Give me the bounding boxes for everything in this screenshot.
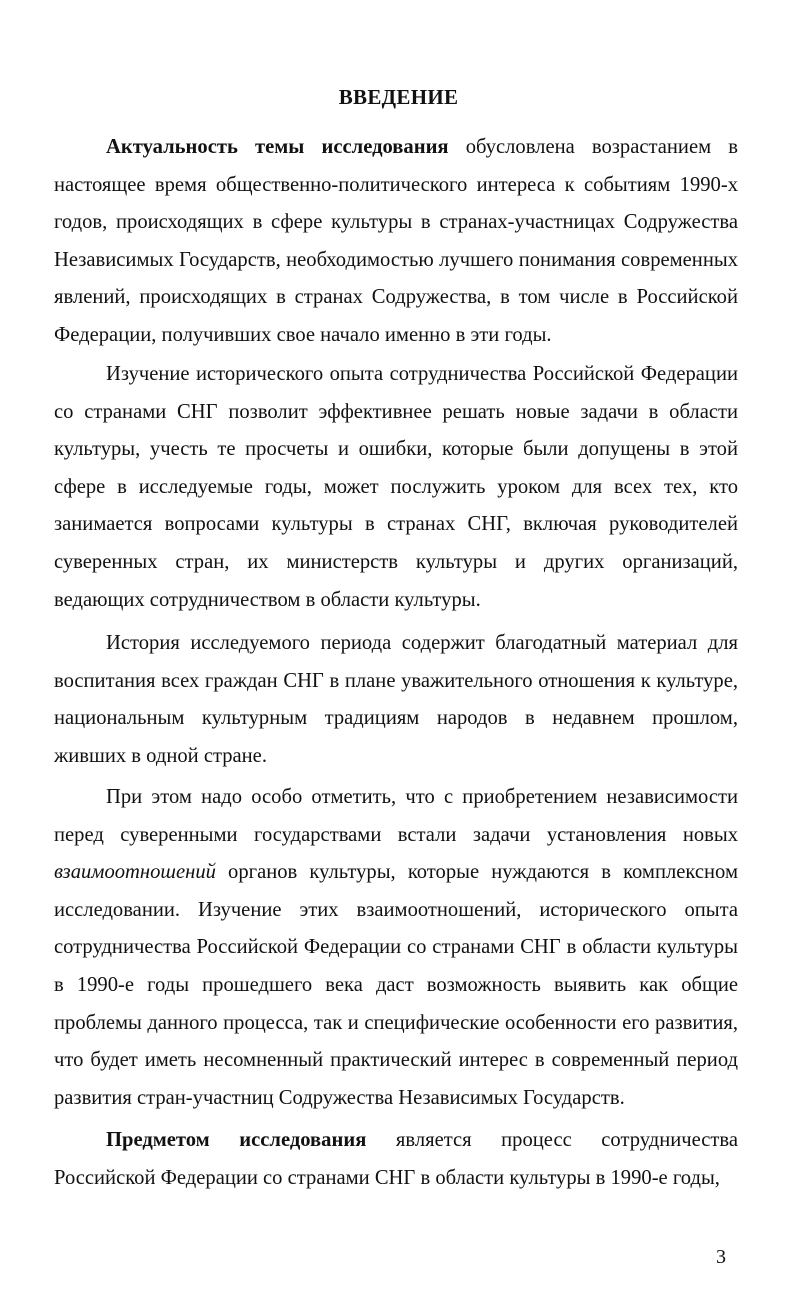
independence-italic-term: взаимоотношений bbox=[54, 861, 216, 884]
relevance-text: обусловлена возрастанием в настоящее время общественно-политического интереса к событиям 1990-х годов, происходящих в сфере культуры в странах-участницах Содружества Независимых Государств, необходимостью лучшего понимания современных явлений, происходящих в странах Содружества, в том числе в Российской Федерации, получивших свое начало именно в эти годы. bbox=[54, 136, 738, 346]
page-title: ВВЕДЕНИЕ bbox=[338, 85, 459, 109]
independence-text-before: При этом надо особо отметить, что с приобретением независимости перед суверенными государствами встали задачи установления новых bbox=[54, 786, 738, 846]
subject-lead: Предметом исследования bbox=[106, 1129, 367, 1151]
paragraph-relevance bbox=[54, 129, 738, 355]
paragraph-history-period bbox=[54, 625, 738, 775]
paragraph-independence bbox=[54, 779, 738, 1117]
page-number: 3 bbox=[716, 1246, 726, 1268]
independence-text-after: органов культуры, которые нуждаются в комплексном исследовании. Изучение этих взаимоотношений, исторического опыта сотрудничества Российской Федерации со странами СНГ в области культуры в 1990-е годы прошедшего века даст возможность выявить как общие проблемы данного процесса, так и специфические особенности его развития, что будет иметь несомненный практический интерес в современный период развития стран-участниц Содружества Независимых Государств. bbox=[54, 861, 738, 1109]
historical-experience-text: Изучение исторического опыта сотрудничества Российской Федерации со странами СНГ позволит эффективнее решать новые задачи в области культуры, учесть те просчеты и ошибки, которые были допущены в этой сфере в исследуемые годы, может послужить уроком для всех тех, кто занимается вопросами культуры в странах СНГ, включая руководителей суверенных стран, их министерств культуры и других организаций, ведающих сотрудничеством в области культуры. bbox=[54, 363, 738, 611]
history-period-text: История исследуемого периода содержит благодатный материал для воспитания всех граждан СНГ в плане уважительного отношения к культуре, национальным культурным традициям народов в недавнем прошлом, живших в одной стране. bbox=[54, 632, 738, 767]
paragraph-historical-experience bbox=[54, 356, 738, 619]
relevance-lead: Актуальность темы исследования bbox=[106, 136, 449, 158]
subject-text: является процесс сотрудничества Российской Федерации со странами СНГ в области культуры в 1990-е годы, bbox=[54, 1129, 738, 1189]
paragraph-subject bbox=[54, 1122, 738, 1197]
